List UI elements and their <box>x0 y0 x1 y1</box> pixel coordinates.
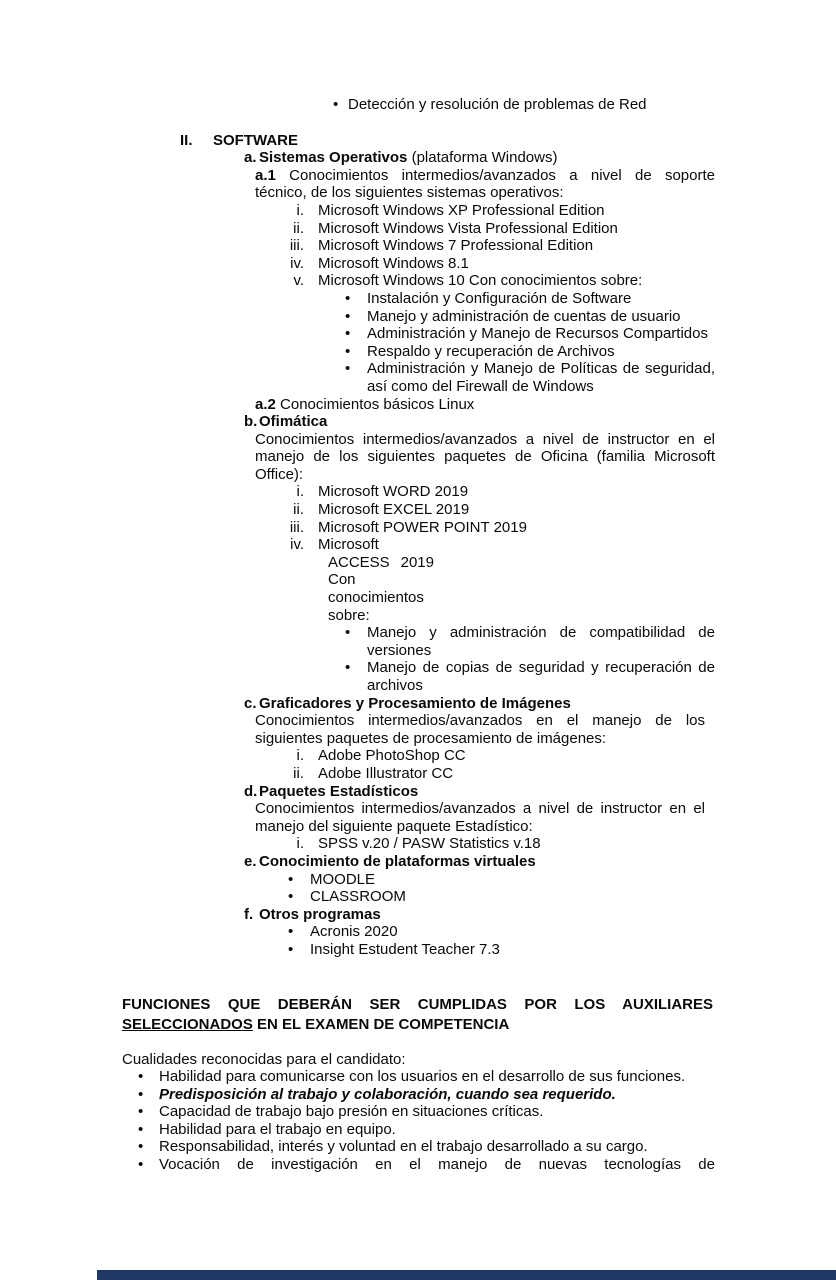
functions-heading-part2: EN EL EXAMEN DE COMPETENCIA <box>252 1015 510 1033</box>
roman-numeral: ii. <box>293 219 304 237</box>
list-item-text: Manejo y administración de compatibilidad de versiones <box>367 624 715 659</box>
letter-title-note: (plataforma Windows) <box>411 149 558 167</box>
bullet-icon: • <box>345 307 351 325</box>
roman-numeral: i. <box>296 201 304 219</box>
roman-numeral: ii. <box>293 501 304 519</box>
list-item <box>345 624 836 659</box>
bullet-icon: • <box>288 888 294 906</box>
list-item <box>345 325 836 343</box>
qualities-intro: Cualidades reconocidas para el candidato: <box>122 1050 406 1068</box>
list-item <box>138 1138 836 1156</box>
letter-marker: c. <box>244 694 257 712</box>
list-item <box>272 483 836 501</box>
bullet-icon: • <box>345 624 351 642</box>
list-item <box>272 255 836 273</box>
roman-numeral: iii. <box>289 237 304 255</box>
functions-heading <box>122 995 713 1035</box>
bullet-icon: • <box>138 1138 144 1156</box>
letter-item-f <box>244 906 836 924</box>
a2-label: a.2 <box>255 395 276 413</box>
bullet-icon: • <box>138 1120 144 1138</box>
a1-label: a.1 <box>255 166 276 184</box>
roman-numeral: ii. <box>293 764 304 782</box>
list-item <box>345 343 836 361</box>
list-item-text: Insight Estudent Teacher 7.3 <box>310 940 500 958</box>
list-item-text: Responsabilidad, interés y voluntad en el trabajo desarrollado a su cargo. <box>159 1138 648 1156</box>
access-wrapped-text: ACCESS 2019 Con conocimientos sobre: <box>328 553 434 624</box>
list-item <box>272 501 836 519</box>
roman-numeral: i. <box>296 835 304 853</box>
list-item-text: Vocación de investigación en el manejo de nuevas tecnologías de <box>159 1156 715 1174</box>
list-item-text: Acronis 2020 <box>310 923 398 941</box>
letter-title: Graficadores y Procesamiento de Imágenes <box>259 694 571 712</box>
list-item-text: Microsoft Windows 10 Con conocimientos sobre: <box>318 272 643 290</box>
list-item <box>345 659 836 694</box>
list-item-text: MOODLE <box>310 870 376 888</box>
list-item <box>138 1156 836 1174</box>
list-item <box>272 747 836 765</box>
list-item-text: Manejo de copias de seguridad y recuperación de archivos <box>367 659 715 694</box>
list-item-text: Adobe PhotoShop CC <box>318 747 466 765</box>
list-item-text: Adobe Illustrator CC <box>318 764 454 782</box>
bullet-icon: • <box>288 923 294 941</box>
roman-numeral: v. <box>293 272 304 290</box>
roman-numeral: iv. <box>290 536 304 554</box>
section-number: II. <box>180 131 193 149</box>
list-item-text: Microsoft Windows 8.1 <box>318 254 469 272</box>
a2-text: Conocimientos básicos Linux <box>280 395 475 413</box>
list-item-text: CLASSROOM <box>310 888 406 906</box>
functions-heading-part1: FUNCIONES QUE DEBERÁN SER CUMPLIDAS POR LOS AUXILIARES <box>122 995 713 1013</box>
list-item-text: Microsoft POWER POINT 2019 <box>318 518 527 536</box>
paragraph-b-intro: Conocimientos intermedios/avanzados a nivel de instructor en el manejo de los siguientes paquetes de Oficina (familia Microsoft Office): <box>255 430 715 483</box>
list-item-text: Microsoft WORD 2019 <box>318 483 469 501</box>
list-item <box>272 202 836 220</box>
list-item <box>288 941 836 959</box>
list-item <box>138 1121 836 1139</box>
roman-numeral: i. <box>296 747 304 765</box>
paragraph-c-intro: Conocimientos intermedios/avanzados en el manejo de los siguientes paquetes de procesamiento de imágenes: <box>255 712 705 747</box>
paragraph-a1 <box>255 167 715 202</box>
next-page-table-edge <box>97 1270 836 1280</box>
letter-title: Otros programas <box>259 905 381 923</box>
letter-title: Conocimiento de plataformas virtuales <box>259 852 536 870</box>
list-item <box>345 360 836 395</box>
letter-title: Ofimática <box>259 413 328 431</box>
letter-item-c <box>244 695 836 713</box>
list-item-text: Microsoft Windows XP Professional Edition <box>318 201 605 219</box>
list-item-text: Detección y resolución de problemas de Red <box>348 96 647 113</box>
letter-item-e <box>244 853 836 871</box>
list-item <box>333 96 836 114</box>
letter-item-b <box>244 413 836 431</box>
letter-item-d <box>244 783 836 801</box>
bullet-icon: • <box>288 940 294 958</box>
list-item <box>272 237 836 255</box>
list-item-text: Microsoft EXCEL 2019 <box>318 501 470 519</box>
list-item <box>288 923 836 941</box>
list-item-text: Manejo y administración de cuentas de usuario <box>367 307 681 325</box>
letter-item-a <box>244 149 836 167</box>
letter-title: Paquetes Estadísticos <box>259 782 419 800</box>
list-item <box>288 871 836 889</box>
list-item-text: Microsoft Windows 7 Professional Edition <box>318 237 594 255</box>
list-item <box>272 220 836 238</box>
bullet-icon: • <box>288 870 294 888</box>
functions-heading-underlined: SELECCIONADOS <box>122 1015 253 1033</box>
list-item-text: Microsoft <box>318 536 379 554</box>
bullet-icon: • <box>345 659 351 677</box>
letter-title-line <box>259 149 557 167</box>
bullet-icon: • <box>345 360 351 378</box>
list-item-text: Predisposición al trabajo y colaboración, cuando sea requerido. <box>159 1085 616 1103</box>
list-item-text: SPSS v.20 / PASW Statistics v.18 <box>318 835 541 853</box>
roman-numeral: i. <box>296 483 304 501</box>
list-item <box>138 1086 836 1104</box>
section-heading <box>180 132 836 150</box>
list-item-text: Habilidad para el trabajo en equipo. <box>159 1120 396 1138</box>
list-item <box>272 765 836 783</box>
list-item <box>345 290 836 308</box>
list-item <box>272 835 836 853</box>
letter-marker: f. <box>244 905 254 923</box>
bullet-icon: • <box>138 1156 144 1174</box>
a1-text: Conocimientos intermedios/avanzados a nivel de soporte técnico, de los siguientes sistemas operativos: <box>255 166 715 202</box>
list-item <box>288 888 836 906</box>
paragraph-d-intro: Conocimientos intermedios/avanzados a nivel de instructor en el manejo del siguiente paquete Estadístico: <box>255 800 705 835</box>
letter-marker: a. <box>244 149 257 167</box>
bullet-icon: • <box>333 96 339 113</box>
roman-numeral: iii. <box>289 518 304 536</box>
list-item <box>272 536 836 554</box>
letter-marker: b. <box>244 413 258 431</box>
list-item <box>272 272 836 290</box>
bullet-icon: • <box>138 1085 144 1103</box>
list-item <box>272 519 836 537</box>
letter-marker: e. <box>244 852 257 870</box>
letter-marker: d. <box>244 782 258 800</box>
bullet-icon: • <box>138 1103 144 1121</box>
list-item <box>138 1103 836 1121</box>
bullet-icon: • <box>345 325 351 343</box>
list-item <box>345 308 836 326</box>
bullet-icon: • <box>138 1068 144 1086</box>
section-title: SOFTWARE <box>213 131 298 149</box>
bullet-icon: • <box>345 289 351 307</box>
paragraph-a2 <box>255 396 715 414</box>
bullet-icon: • <box>345 342 351 360</box>
list-item-text: Instalación y Configuración de Software <box>367 289 632 307</box>
list-item-text: Microsoft Windows Vista Professional Edition <box>318 219 618 237</box>
list-item <box>138 1068 836 1086</box>
list-item-text: Administración y Manejo de Recursos Compartidos <box>367 325 708 343</box>
list-item-text: Administración y Manejo de Políticas de seguridad, así como del Firewall de Windows <box>367 360 715 395</box>
letter-title: Sistemas Operativos <box>259 149 408 167</box>
roman-numeral: iv. <box>290 254 304 272</box>
list-item-text: Capacidad de trabajo bajo presión en situaciones críticas. <box>159 1103 544 1121</box>
list-item-text: Respaldo y recuperación de Archivos <box>367 342 615 360</box>
list-item-text: Habilidad para comunicarse con los usuarios en el desarrollo de sus funciones. <box>159 1068 686 1086</box>
